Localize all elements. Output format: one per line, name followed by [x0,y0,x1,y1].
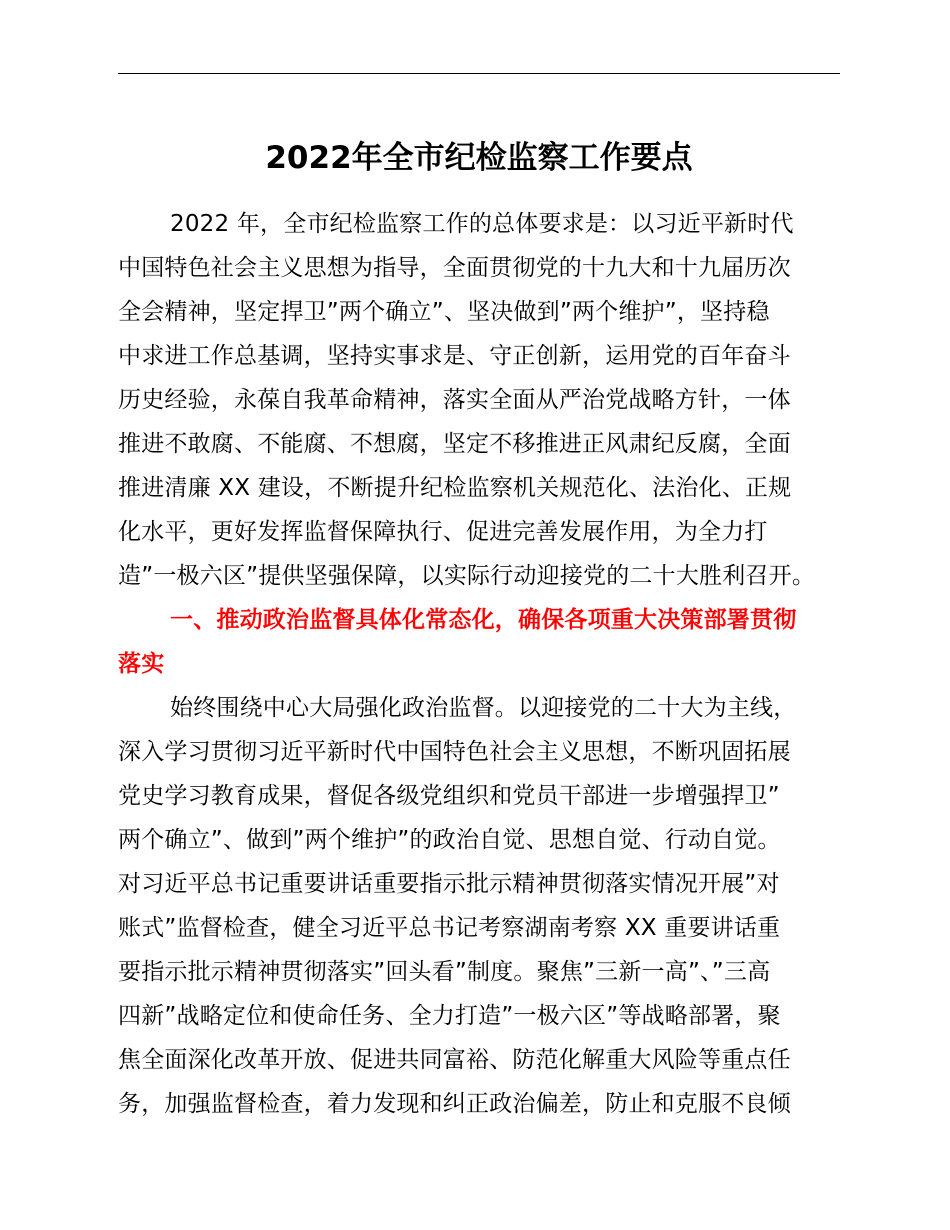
paragraph-2-line: 账式”监督检查，健全习近平总书记考察湖南考察 XX 重要讲话重 [118,915,781,941]
paragraph-2-line: 四新”战略定位和使命任务、全力打造”一极六区”等战略部署，聚 [118,1003,781,1029]
paragraph-2-line: 焦全面深化改革开放、促进共同富裕、防范化解重大风险等重点任 [118,1047,791,1073]
paragraph-1-line: 2022 年，全市纪检监察工作的总体要求是：以习近平新时代 [170,211,794,237]
document-title: 2022年全市纪检监察工作要点 [265,140,693,176]
paragraph-2-line: 要指示批示精神贯彻落实”回头看”制度。聚焦”三新一高”、”三高 [118,959,771,985]
header-rule [118,73,840,74]
paragraph-1-line: 历史经验，永葆自我革命精神，落实全面从严治党战略方针，一体 [118,387,791,413]
section-1-heading-line: 一、推动政治监督具体化常态化，确保各项重大决策部署贯彻 [170,607,797,633]
section-1-heading-line: 落实 [118,651,165,677]
paragraph-2-line: 务，加强监督检查，着力发现和纠正政治偏差，防止和克服不良倾 [118,1091,791,1117]
paragraph-2-line: 始终围绕中心大局强化政治监督。以迎接党的二十大为主线， [170,695,797,721]
paragraph-1-line: 推进清廉 XX 建设，不断提升纪检监察机关规范化、法治化、正规 [118,475,792,501]
paragraph-1-line: 全会精神，坚定捍卫”两个确立”、坚决做到”两个维护”，坚持稳 [118,299,770,325]
paragraph-2-line: 对习近平总书记重要讲话重要指示批示精神贯彻落实情况开展”对 [118,871,780,897]
paragraph-1-line: 中求进工作总基调，坚持实事求是、守正创新，运用党的百年奋斗 [118,343,791,369]
paragraph-2-line: 两个确立”、做到”两个维护”的政治自觉、思想自觉、行动自觉。 [118,827,781,853]
paragraph-1-line: 中国特色社会主义思想为指导，全面贯彻党的十九大和十九届历次 [118,255,791,281]
paragraph-2-line: 党史学习教育成果，督促各级党组织和党员干部进一步增强捍卫” [118,783,780,809]
paragraph-1-line: 化水平，更好发挥监督保障执行、促进完善发展作用，为全力打 [118,519,768,545]
paragraph-1-line: 造”一极六区”提供坚强保障，以实际行动迎接党的二十大胜利召开。 [118,563,816,589]
paragraph-1-line: 推进不敢腐、不能腐、不想腐，坚定不移推进正风肃纪反腐，全面 [118,431,791,457]
paragraph-2-line: 深入学习贯彻习近平新时代中国特色社会主义思想，不断巩固拓展 [118,739,791,765]
